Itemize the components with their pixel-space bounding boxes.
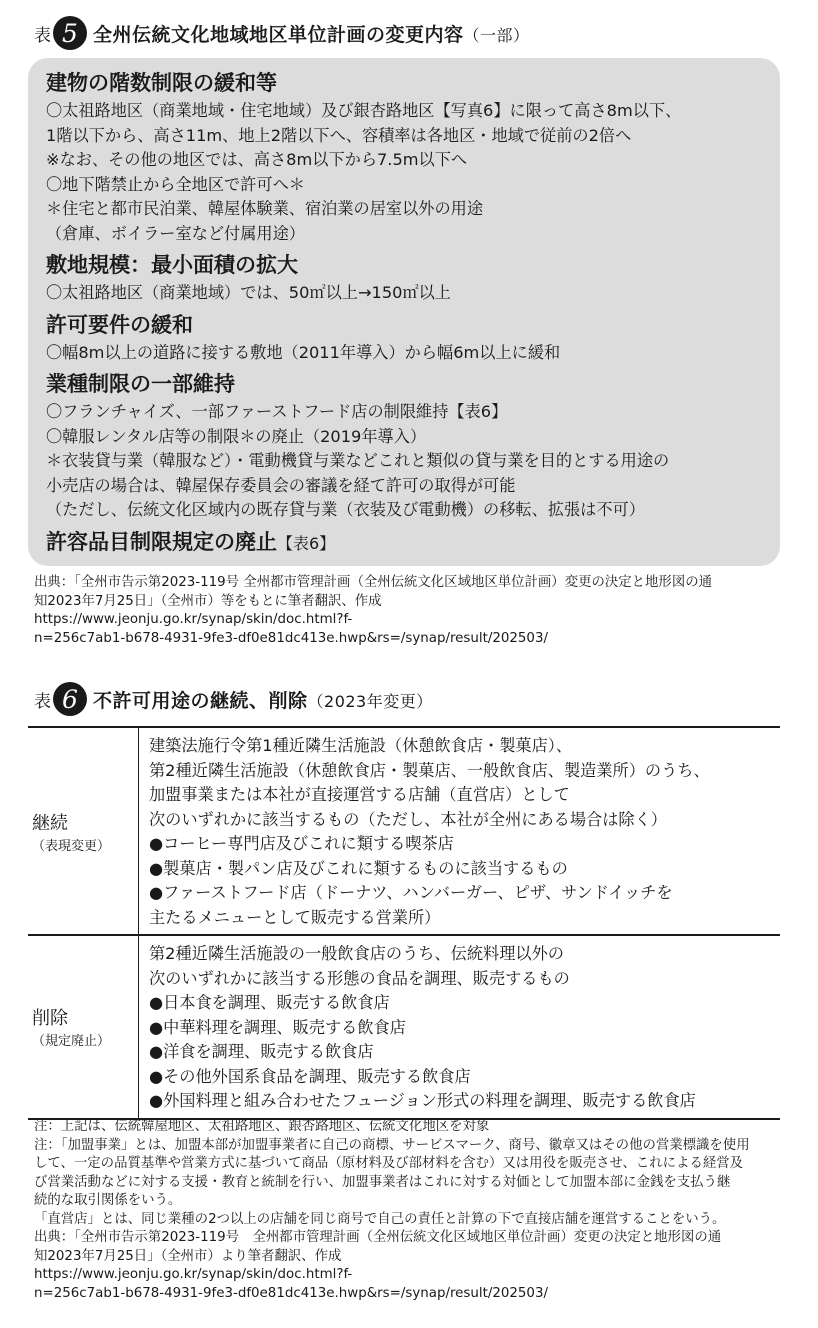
note-line: 知2023年7月25日」（全州市）より筆者翻訳、作成	[34, 1248, 342, 1264]
row-line: 加盟事業または本社が直接運営する店舗（直営店）として	[149, 785, 570, 804]
row-line: ●ファーストフード店（ドーナツ、ハンバーガー、ピザ、サンドイッチを	[149, 883, 673, 902]
note-line: 続的な取引関係をいう。	[34, 1193, 182, 1208]
row-label-cell	[28, 936, 139, 1118]
row-line: ●中華料理を調理、販売する飲食店	[149, 1017, 406, 1037]
row-label: 継続	[32, 812, 68, 834]
section-line: ＊衣装貸与業（韓服など）・電動機貸与業などこれと類似の貸与業を目的とする用途の	[46, 451, 670, 470]
row-sublabel: （規定廃止）	[32, 1034, 111, 1050]
section-line: 〇地下階禁止から全地区で許可へ＊	[46, 174, 305, 194]
source-line: 知2023年7月25日」（全州市）等をもとに筆者翻訳、作成	[34, 593, 382, 609]
section-heading: 建物の階数制限の緩和等	[46, 71, 277, 95]
note-line: 出典：「全州市告示第2023-119号 全州都市管理計画（全州伝統文化区域地区単位計画）変更の決定と地形図の通	[34, 1230, 722, 1245]
section-heading: 許可要件の緩和	[46, 312, 193, 337]
section-line: 〇太祖路地区（商業地域・住宅地域）及び銀杏路地区【写真6】に限って高さ8m以下、	[46, 101, 682, 120]
note-line: して、一定の品質基準や営業方式に基づいて商品（原材料及び部材料を含む）又は用役を販売させ、これによる経営及	[34, 1156, 744, 1171]
row-line: ●製菓店・製パン店及びこれに類するものに該当するもの	[149, 858, 568, 878]
note-url-line: n=256c7ab1-b678-4931-9fe3-df0e81dc413e.hwp&rs=/synap/result/202503/	[34, 1285, 548, 1301]
row-content	[139, 936, 696, 1118]
note-line: び営業活動などに対する支援・教育と統制を行い、加盟事業者はこれに対する対価として加盟本部に金銭を支払う継	[34, 1174, 731, 1190]
row-line: ●外国料理と組み合わせたフュージョン形式の料理を調理、販売する飲食店	[149, 1091, 696, 1110]
table-row	[28, 728, 780, 936]
table5-header	[34, 16, 530, 50]
row-line: 第2種近隣生活施設の一般飲食店のうち、伝統料理以外の	[149, 944, 564, 963]
note-line: 注：「加盟事業」とは、加盟本部が加盟事業者に自己の商標、サービスマーク、商号、徽章又はその他の営業標識を使用	[34, 1137, 750, 1153]
section-heading: 業種制限の一部維持	[46, 372, 235, 396]
section-heading-last-suffix: 【表6】	[277, 533, 336, 553]
note-line: 注：上記は、伝統韓屋地区、太祖路地区、銀杏路地区、伝統文化地区を対象	[34, 1119, 490, 1134]
row-sublabel: （表現変更）	[32, 838, 111, 854]
source-url-line: https://www.jeonju.go.kr/synap/skin/doc.html?f-	[34, 612, 353, 627]
table6	[28, 726, 780, 1120]
section-line: 1階以下から、高さ11m、地上2階以下へ、容積率は各地区・地域で従前の2倍へ	[46, 125, 632, 145]
section-heading-last: 許容品目制限規定の廃止【表6】	[46, 529, 336, 554]
source-line: 出典：「全州市告示第2023-119号 全州都市管理計画（全州伝統文化区域地区単位計画）変更の決定と地形図の通	[34, 575, 712, 590]
note-url-line: https://www.jeonju.go.kr/synap/skin/doc.html?f-	[34, 1267, 353, 1282]
row-line: ●コーヒー専門店及びこれに類する喫茶店	[149, 834, 454, 853]
table5-panel	[28, 58, 780, 566]
table6-title-suffix: （2023年変更）	[307, 691, 433, 711]
section-line: （倉庫、ボイラー室など付属用途）	[46, 223, 305, 243]
section-line: （ただし、伝統文化区域内の既存貸与業（衣装及び電動機）の移転、拡張は不可）	[46, 500, 645, 519]
section-line: ＊住宅と都市民泊業、韓屋体験業、宿泊業の居室以外の用途	[46, 199, 484, 218]
table5-prefix: 表	[34, 25, 51, 46]
table6-notes	[34, 1118, 794, 1303]
row-content	[139, 728, 710, 934]
table5-title: 全州伝統文化地域地区単位計画の変更内容（一部）	[93, 23, 530, 46]
section-line: 小売店の場合は、韓屋保存委員会の審議を経て許可の取得が可能	[46, 475, 516, 495]
row-line: 第2種近隣生活施設（休憩飲食店・製菓店、一般飲食店、製造業所）のうち、	[149, 760, 710, 780]
row-line: 次のいずれかに該当する形態の食品を調理、販売するもの	[149, 968, 570, 988]
table5-source	[34, 574, 794, 648]
row-label-cell	[28, 728, 139, 934]
section-line: 〇太祖路地区（商業地域）では、50㎡以上→150㎡以上	[46, 283, 451, 302]
row-line: ●その他外国系食品を調理、販売する飲食店	[149, 1066, 471, 1086]
table6-number-badge: 6	[53, 682, 87, 716]
table6-header	[34, 682, 433, 716]
row-line: 建築法施行令第1種近隣生活施設（休憩飲食店・製菓店）、	[149, 736, 573, 755]
source-url-line: n=256c7ab1-b678-4931-9fe3-df0e81dc413e.hwp&rs=/synap/result/202503/	[34, 630, 548, 646]
section-line: 〇韓服レンタル店等の制限＊の廃止（2019年導入）	[46, 426, 427, 446]
row-label: 削除	[32, 1008, 68, 1030]
table5-number-badge: 5	[53, 16, 87, 50]
row-line: 主たるメニューとして販売する営業所）	[149, 907, 441, 927]
table-row	[28, 936, 780, 1120]
table6-title: 不許可用途の継続、削除（2023年変更）	[93, 689, 433, 712]
table5-title-suffix: （一部）	[463, 25, 530, 45]
section-heading: 敷地規模：最小面積の拡大	[46, 253, 298, 277]
row-line: ●洋食を調理、販売する飲食店	[149, 1042, 374, 1061]
row-line: ●日本食を調理、販売する飲食店	[149, 993, 390, 1012]
table6-prefix: 表	[34, 691, 51, 712]
section-line: 〇幅8m以上の道路に接する敷地（2011年導入）から幅6m以上に緩和	[46, 342, 561, 362]
note-line: 「直営店」とは、同じ業種の2つ以上の店舗を同じ商号で自己の責任と計算の下で直接店舗を運営することをいう。	[34, 1211, 726, 1227]
row-line: 次のいずれかに該当するもの（ただし、本社が全州にある場合は除く）	[149, 809, 667, 829]
section-line: 〇フランチャイズ、一部ファーストフード店の制限維持【表6】	[46, 402, 508, 421]
section-line: ※なお、その他の地区では、高さ8m以下から7.5m以下へ	[46, 150, 468, 169]
